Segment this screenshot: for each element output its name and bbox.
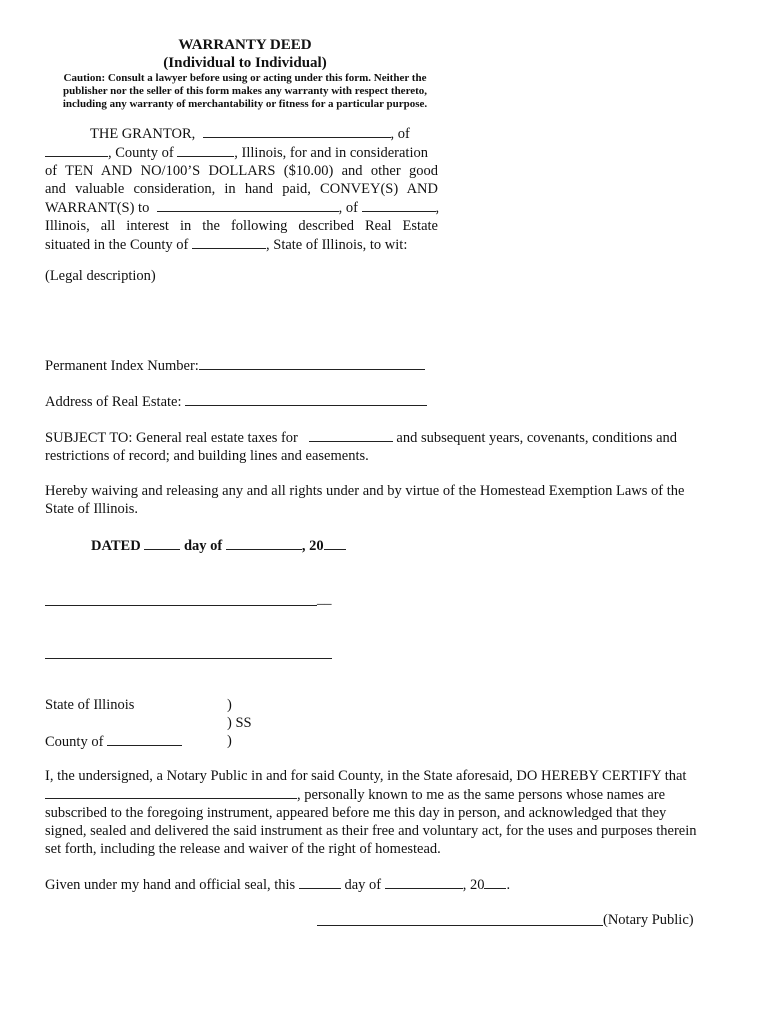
notary-persons-blank[interactable] [45,785,297,799]
grantee-city-blank[interactable] [362,198,436,212]
given-year-text: , 20 [462,877,485,893]
grantor-label: THE GRANTOR, [90,126,196,142]
grantor-city-blank[interactable] [45,143,108,157]
situated-county-text: situated in the County of [45,237,189,253]
venue-ss: ) SS [227,715,252,731]
notary-line: subscribed to the foregoing instrument, appeared before me this day in person, and acknowledged that they [45,805,667,821]
caution-line: including any warranty of merchantability or fitness for a particular purpose. [62,98,428,110]
state-illinois-text: , State of Illinois, to wit: [266,237,408,253]
given-year-blank[interactable] [484,875,506,889]
doc-subtitle: (Individual to Individual) [163,55,327,71]
notary-line: signed, sealed and delivered the said instrument as their free and voluntary act, for the uses and purposes therein [45,823,697,839]
notary-paragraph [45,767,735,858]
caution-line: Caution: Consult a lawyer before using or acting under this form. Neither the [63,72,427,84]
pin-label: Permanent Index Number: [45,358,199,374]
dated-year-text: , 20 [301,538,324,554]
property-county-blank[interactable] [192,235,266,249]
given-row [45,875,510,894]
venue-paren-1: ) [227,697,232,713]
address-label: Address of Real Estate: [45,394,182,410]
notary-public-label: (Notary Public) [603,912,694,928]
grantor-line: and valuable consideration, in hand paid, CONVEY(S) AND [45,181,438,197]
venue-paren-2: ) [227,733,232,749]
signature-line-2[interactable] [45,658,332,659]
caution-line: publisher nor the seller of this form makes any warranty with respect thereto, [62,85,428,97]
grantor-line [45,143,438,162]
venue-state: State of Illinois [45,697,135,713]
signature-line-1[interactable] [45,605,317,606]
dated-row [91,536,346,555]
dated-label: DATED [91,538,141,554]
grantor-of-text: , of [390,126,410,142]
homestead-line: Hereby waiving and releasing any and all rights under and by virtue of the Homestead Exemption Laws of the [45,483,685,499]
caution-notice [40,72,450,111]
subject-to-paragraph [45,428,735,465]
subject-to-text-2: and subsequent years, covenants, conditions and [396,430,678,446]
subject-to-line: restrictions of record; and building lines and easements. [45,448,369,464]
notary-line [45,785,735,804]
grantor-county-blank[interactable] [177,143,234,157]
given-dayof-text: day of [344,877,382,893]
grantor-line: of TEN AND NO/100’S DOLLARS ($10.00) and other good [45,163,438,179]
doc-title: WARRANTY DEED [178,37,312,53]
venue-county-blank[interactable] [107,732,182,746]
period-text: . [506,877,511,893]
homestead-paragraph [45,482,735,518]
address-row [45,392,427,411]
pin-row [45,356,425,375]
homestead-line: State of Illinois. [45,501,139,517]
dated-day-blank[interactable] [144,536,180,550]
pin-blank[interactable] [199,356,425,370]
grantor-county-text: , County of [108,145,174,161]
notary-known-text: , personally known to me as the same persons whose names are [297,787,666,803]
dated-dayof-text: day of [183,538,223,554]
given-day-blank[interactable] [299,875,341,889]
venue-county-label: County of [45,734,104,750]
dated-month-blank[interactable] [226,536,302,550]
notary-signature-line[interactable] [317,925,603,926]
signature-underscore: __ [317,591,332,607]
tax-year-blank[interactable] [309,428,393,442]
venue-county-row [45,732,182,751]
given-label: Given under my hand and official seal, this [45,877,296,893]
grantor-consideration-text: , Illinois, for and in consideration [234,145,428,161]
address-blank[interactable] [185,392,427,406]
comma-text: , [435,200,440,216]
grantor-line [45,124,438,143]
grantee-name-blank[interactable] [157,198,339,212]
warrant-to-text: WARRANT(S) to [45,200,150,216]
grantor-name-blank[interactable] [203,124,391,138]
grantor-line: Illinois, all interest in the following described Real Estate [45,218,438,234]
grantor-line [45,235,438,254]
subject-to-text: SUBJECT TO: General real estate taxes for [45,430,298,446]
notary-line: set forth, including the release and waiver of the right of homestead. [45,841,441,857]
grantor-paragraph [45,124,438,254]
legal-description: (Legal description) [45,268,156,284]
grantee-of-text: , of [338,200,358,216]
grantor-line [45,198,438,217]
dated-year-blank[interactable] [324,536,346,550]
notary-line: I, the undersigned, a Notary Public in and for said County, in the State aforesaid, DO HEREBY CERTIFY that [45,768,687,784]
given-month-blank[interactable] [385,875,463,889]
subject-to-line [45,428,735,447]
